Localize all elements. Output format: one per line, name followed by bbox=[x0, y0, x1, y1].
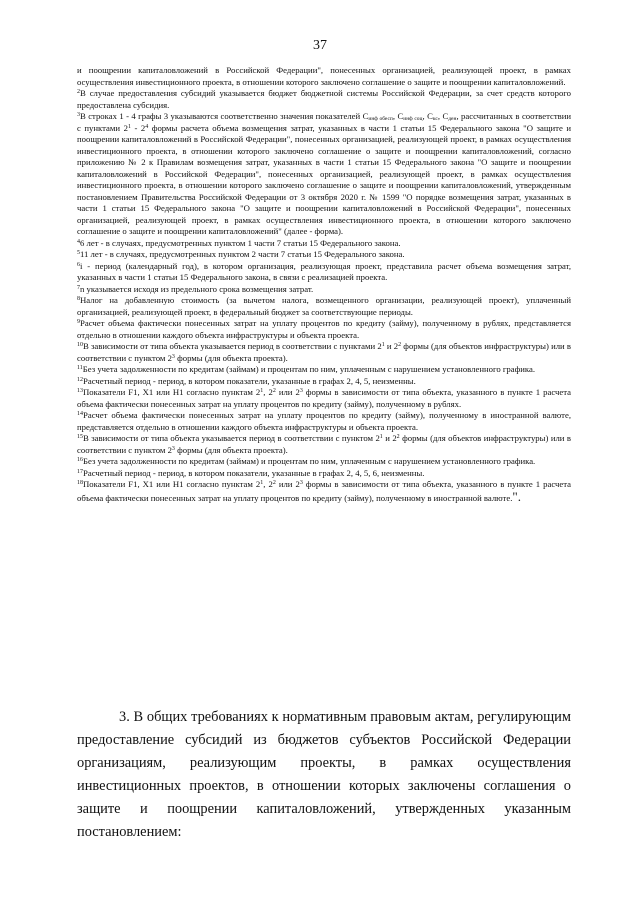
footnote-marker: 3 bbox=[77, 112, 80, 118]
footnote-marker: 14 bbox=[77, 411, 83, 417]
footnote-text: 6 лет - в случаях, предусмотренных пунктом 1 части 7 статьи 15 Федерального закона. bbox=[80, 237, 401, 248]
footnote-text: Без учета задолженности по кредитам (займам) и процентам по ним, уплаченным с нарушением установленного графика. bbox=[83, 456, 536, 466]
closing-quote: ". bbox=[512, 488, 521, 504]
footnotes-section bbox=[77, 65, 571, 504]
footnote-superscript: 2 bbox=[272, 480, 276, 486]
footnote-text: , 2 bbox=[263, 479, 273, 489]
footnote-marker: 13 bbox=[77, 388, 83, 394]
footnote-fn-11 bbox=[77, 364, 571, 376]
footnote-marker: 9 bbox=[77, 319, 80, 325]
footnote-text: формы в зависимости от типа объекта, указанного в пункте 1 расчета объема фактически понесенных затрат на уплату процентов по кредиту (займу), полученному в рублях. bbox=[77, 387, 572, 409]
footnote-fn-2 bbox=[77, 88, 571, 111]
footnote-text: Расчет объема фактически понесенных затрат на уплату процентов по кредиту (займу), полученному в рублях, представляется отдельно в отношении каждого объекта инфраструктуры и объекта проекта. bbox=[77, 318, 571, 340]
footnote-fn-8 bbox=[77, 295, 571, 318]
page-number: 37 bbox=[313, 38, 327, 53]
footnote-fn-13 bbox=[77, 387, 571, 410]
footnote-text: и 2 bbox=[382, 433, 397, 443]
footnote-subscript: инф соц bbox=[403, 116, 423, 122]
footnote-marker: 11 bbox=[77, 365, 83, 371]
footnote-marker: 7 bbox=[77, 284, 80, 291]
footnote-text: и 2 bbox=[384, 341, 399, 351]
footnote-fn-7 bbox=[77, 284, 571, 296]
footnote-marker: 10 bbox=[77, 342, 83, 348]
footnote-marker: 15 bbox=[77, 434, 83, 440]
footnote-text: Показатели F1, X1 или H1 согласно пунктам 2 bbox=[83, 479, 261, 489]
footnote-fn-12 bbox=[77, 376, 571, 388]
footnote-fn-10 bbox=[77, 341, 571, 364]
footnote-superscript: 1 bbox=[381, 342, 385, 348]
footnote-fn-14 bbox=[77, 410, 571, 433]
footnote-marker: 4 bbox=[77, 238, 80, 245]
footnote-text: , 2 bbox=[263, 387, 273, 397]
footnote-fn-4 bbox=[77, 238, 571, 250]
footnote-text: В зависимости от типа объекта указывается период в соответствии с пунктом 2 bbox=[83, 433, 380, 443]
footnote-superscript: 2 bbox=[398, 342, 402, 348]
footnote-text: и поощрении капиталовложений в Российской Федерации", понесенных организацией, реализующей проект, в рамках осуществления инвестиционного проекта, в отношении которого заключено соглашение о защите и поощрении капиталовложений. bbox=[77, 65, 571, 87]
footnote-fn-5 bbox=[77, 249, 571, 261]
footnote-text: n указывается исходя из предельного срока возмещения затрат. bbox=[80, 283, 314, 294]
footnote-marker: 6 bbox=[77, 261, 80, 268]
footnote-fn-16 bbox=[77, 456, 571, 468]
footnote-text: или 2 bbox=[275, 387, 300, 397]
footnote-text: , C bbox=[437, 111, 449, 121]
footnote-superscript: 3 bbox=[171, 353, 175, 360]
footnote-text: формы (для объекта проекта). bbox=[174, 444, 288, 455]
footnote-superscript: 4 bbox=[145, 123, 149, 130]
footnote-marker: 2 bbox=[77, 89, 80, 95]
footnote-text: формы (для объектов инфраструктуры) или в соответствии с пунктом 2 bbox=[77, 433, 571, 455]
footnote-superscript: 3 bbox=[171, 445, 175, 452]
footnote-text: - 2 bbox=[130, 122, 146, 133]
paragraph-number: 3. bbox=[119, 709, 130, 725]
footnote-text: формы в зависимости от типа объекта, указанного в пункте 1 расчета объема фактически понесенных затрат на уплату процентов по кредиту (займу), полученному в иностранной валюте. bbox=[77, 479, 572, 503]
footnote-text: формы (для объектов инфраструктуры) или в соответствии с пунктом 2 bbox=[77, 341, 572, 363]
footnote-marker: 8 bbox=[77, 296, 80, 302]
footnote-text: Налог на добавленную стоимость (за вычетом налога, возмещенного организации, реализующей проект), уплаченный организацией, реализующей проект, в федеральный бюджет за соответствующие периоды. bbox=[77, 295, 571, 317]
footnote-superscript: 3 bbox=[299, 480, 303, 486]
footnote-superscript: 1 bbox=[260, 480, 264, 486]
footnote-text: , рассчитанных в соответствии с пунктами 2 bbox=[77, 111, 572, 133]
footnote-text: или 2 bbox=[275, 479, 300, 489]
footnote-subscript: ден bbox=[448, 116, 457, 122]
footnote-fn-17 bbox=[77, 468, 571, 480]
footnote-text: i - период (календарный год), в котором организация, реализующая проект, представила расчет объема возмещения затрат, указанных в части 1 статьи 15 Федерального закона, в связи с реализацией проекта. bbox=[77, 260, 571, 282]
footnote-text: Расчетный период - период, в котором показатели, указанные в графах 2, 4, 5, неизменны. bbox=[83, 375, 416, 386]
footnote-text: Расчетный период - период, в котором показатели, указанные в графах 2, 4, 5, 6, неизменны. bbox=[83, 467, 425, 478]
footnote-marker: 5 bbox=[77, 250, 80, 256]
footnote-subscript: кс bbox=[432, 116, 438, 122]
footnote-text: Расчет объема фактически понесенных затрат на уплату процентов по кредиту (займу), полученному в иностранной валюте, представляется отдельно в отношении каждого объекта инфраструктуры и объекта проекта. bbox=[77, 410, 571, 432]
footnote-marker: 17 bbox=[77, 468, 83, 475]
footnote-text: формы расчета объема возмещения затрат, указанных в части 1 статьи 15 Федерального закона "О защите и поощрении капиталовложений в Российской Федерации", понесенных организацией, реализующей проект, в рамках осуществления инвестиционного проекта, в отношении которого заключено соглашение о защите и поощрении капиталовложений, согласно приложению № 2 к Правилам возмещения затрат, указанных в части 1 статьи 15 Федерального закона "О защите и поощрении капиталовложений в Российской Федерации", понесенных организацией, реализующей проект, в рамках осуществления инвестиционного проекта, в отношении которого заключено соглашение о защите и поощрении капиталовложений, утвержденным постановлением Правительства Российской Федерации от 3 октября 2020 г. № 1599 "О порядке возмещения затрат, указанных в части 1 статьи 15 Федерального закона "О защите и поощрении капиталовложений в Российской Федерации", понесенных организацией, реализующей проект, в рамках осуществления инвестиционного проекта, в отношении которого заключено соглашение о защите и поощрении капиталовложений" (далее - форма). bbox=[77, 122, 571, 236]
body-paragraph bbox=[77, 706, 571, 844]
footnote-fn-cont bbox=[77, 65, 571, 88]
footnote-subscript: инф обесп bbox=[368, 116, 393, 122]
footnote-text: формы (для объекта проекта). bbox=[174, 352, 288, 363]
footnote-fn-9 bbox=[77, 318, 571, 341]
footnote-text: В случае предоставления субсидий указывается бюджет бюджетной системы Российской Федерации, за счет средств которого предоставлена субсидия. bbox=[77, 88, 571, 110]
footnote-fn-6 bbox=[77, 261, 571, 284]
footnote-marker: 16 bbox=[77, 457, 83, 463]
footnote-superscript: 1 bbox=[379, 434, 383, 440]
footnote-text: 11 лет - в случаях, предусмотренных пунктом 2 части 7 статьи 15 Федерального закона. bbox=[80, 249, 405, 259]
footnote-fn-3 bbox=[77, 111, 571, 238]
footnote-superscript: 2 bbox=[272, 388, 276, 394]
footnote-text: В строках 1 - 4 графы 3 указываются соответственно значения показателей C bbox=[80, 111, 369, 121]
footnote-text: В зависимости от типа объекта указывается период в соответствии с пунктами 2 bbox=[83, 341, 382, 351]
footnote-fn-15 bbox=[77, 433, 571, 456]
paragraph-text: В общих требованиях к нормативным правовым актам, регулирующим предоставление субсидий из бюджетов субъектов Российской Федерации организациям, реализующим проекты, в рамках осуществления инвестиционных проектов, в отношении которых заключены соглашения о защите и поощрении капиталовложений, утвержденных указанным постановлением: bbox=[77, 709, 571, 840]
footnote-superscript: 3 bbox=[299, 388, 303, 394]
footnote-superscript: 1 bbox=[260, 388, 264, 394]
footnote-marker: 12 bbox=[77, 376, 83, 383]
footnote-text: Показатели F1, X1 или H1 согласно пунктам 2 bbox=[83, 387, 261, 397]
footnote-fn-18 bbox=[77, 479, 571, 504]
footnote-superscript: 1 bbox=[127, 123, 131, 130]
footnote-text: , C bbox=[422, 111, 433, 121]
footnote-superscript: 2 bbox=[396, 434, 400, 440]
footnote-text: , C bbox=[392, 111, 404, 121]
footnote-marker: 18 bbox=[77, 480, 83, 486]
footnote-text: Без учета задолженности по кредитам (займам) и процентам по ним, уплаченным с нарушением установленного графика. bbox=[82, 364, 536, 374]
